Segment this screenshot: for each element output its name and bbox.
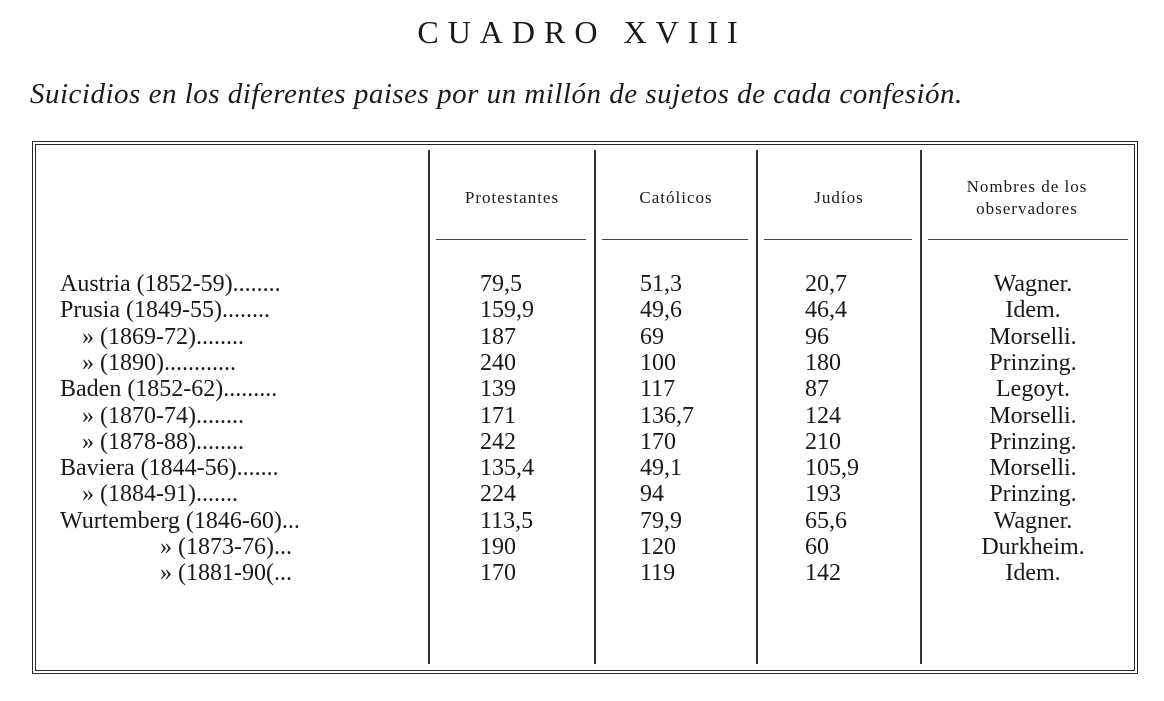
cell-judios: 124: [805, 402, 841, 429]
cell-observador: Morselli.: [989, 323, 1077, 350]
column-header-observadores: Nombres de los observadores: [966, 177, 1088, 218]
table-caption: Suicidios en los diferentes paises por un millón de sujetos de cada confesión.: [30, 78, 963, 110]
cell-protestantes: 187: [480, 323, 516, 350]
cell-observador: Wagner.: [993, 271, 1073, 297]
row-label: » (1870-74)........: [82, 402, 244, 429]
header-rule: [602, 239, 748, 240]
row-label: Austria (1852-59)........: [60, 271, 281, 297]
row-label: Prusia (1849-55)........: [60, 297, 270, 324]
cell-catolicos: 49,6: [640, 297, 682, 324]
cell-judios: 210: [805, 428, 841, 455]
header-rule: [764, 239, 912, 240]
cell-observador: Durkheim.: [981, 534, 1085, 560]
table-row: [40, 324, 1130, 351]
cell-protestantes: 139: [480, 376, 516, 403]
header-rule: [928, 239, 1128, 240]
table-row: [40, 271, 1130, 298]
table-row: [40, 403, 1130, 430]
cell-protestantes: 171: [480, 402, 516, 429]
row-label: » (1878-88)........: [82, 428, 244, 455]
table-row: [40, 429, 1130, 456]
cell-protestantes: 135,4: [480, 455, 534, 482]
row-label: Baviera (1844-56).......: [60, 455, 279, 482]
cell-protestantes: 79,5: [480, 271, 522, 297]
cell-judios: 105,9: [805, 455, 859, 482]
cell-observador: Morselli.: [989, 455, 1077, 482]
table-row: [40, 297, 1130, 324]
header-rule: [436, 239, 586, 240]
cell-catolicos: 94: [640, 481, 664, 508]
row-label: Baden (1852-62).........: [60, 376, 278, 403]
cell-observador: Idem.: [1005, 297, 1061, 324]
cell-protestantes: 159,9: [480, 297, 534, 324]
row-label: » (1884-91).......: [82, 481, 238, 508]
table-row: [40, 455, 1130, 482]
cell-judios: 180: [805, 349, 841, 376]
cell-catolicos: 119: [640, 560, 676, 587]
cell-catolicos: 136,7: [640, 402, 694, 429]
cell-judios: 65,6: [805, 507, 847, 534]
cell-observador: Prinzing.: [989, 428, 1077, 455]
cell-judios: 193: [805, 481, 841, 508]
cell-judios: 20,7: [805, 271, 847, 297]
table-row: [40, 376, 1130, 403]
table-row: [40, 481, 1130, 508]
cell-judios: 46,4: [805, 297, 847, 324]
cell-protestantes: 170: [480, 560, 516, 587]
row-label: Wurtemberg (1846-60)...: [60, 507, 300, 534]
cell-observador: Prinzing.: [989, 349, 1077, 376]
cell-catolicos: 69: [640, 323, 664, 350]
cell-protestantes: 242: [480, 428, 516, 455]
cell-observador: Wagner.: [993, 507, 1073, 534]
cell-observador: Prinzing.: [989, 481, 1077, 508]
column-header-protestantes: Protestantes: [464, 188, 560, 207]
cell-protestantes: 190: [480, 534, 516, 560]
cell-judios: 96: [805, 323, 829, 350]
table-row: [40, 350, 1130, 377]
cell-catolicos: 117: [640, 376, 676, 403]
cell-catolicos: 79,9: [640, 507, 682, 534]
row-label: » (1869-72)........: [82, 323, 244, 350]
cell-protestantes: 113,5: [480, 507, 534, 534]
cell-judios: 142: [805, 560, 841, 587]
cell-judios: 87: [805, 376, 829, 403]
cell-observador: Legoyt.: [996, 376, 1070, 403]
table-row: [40, 508, 1130, 535]
cell-protestantes: 240: [480, 349, 516, 376]
table-row: [40, 534, 1130, 561]
column-header-judios: Judíos: [814, 188, 864, 207]
table-row: [40, 560, 1130, 587]
cell-catolicos: 49,1: [640, 455, 682, 482]
cell-observador: Idem.: [1005, 560, 1061, 587]
cell-catolicos: 170: [640, 428, 676, 455]
cell-catolicos: 120: [640, 534, 676, 560]
cell-judios: 60: [805, 534, 829, 560]
row-label: » (1873-76)...: [160, 534, 292, 560]
cell-catolicos: 51,3: [640, 271, 682, 297]
row-label: » (1890)............: [82, 349, 236, 376]
column-header-catolicos: Católicos: [639, 188, 713, 207]
table-number: CUADRO XVIII: [417, 14, 747, 50]
row-label: » (1881-90(...: [160, 560, 292, 587]
cell-protestantes: 224: [480, 481, 516, 508]
cell-catolicos: 100: [640, 349, 676, 376]
cell-observador: Morselli.: [989, 402, 1077, 429]
